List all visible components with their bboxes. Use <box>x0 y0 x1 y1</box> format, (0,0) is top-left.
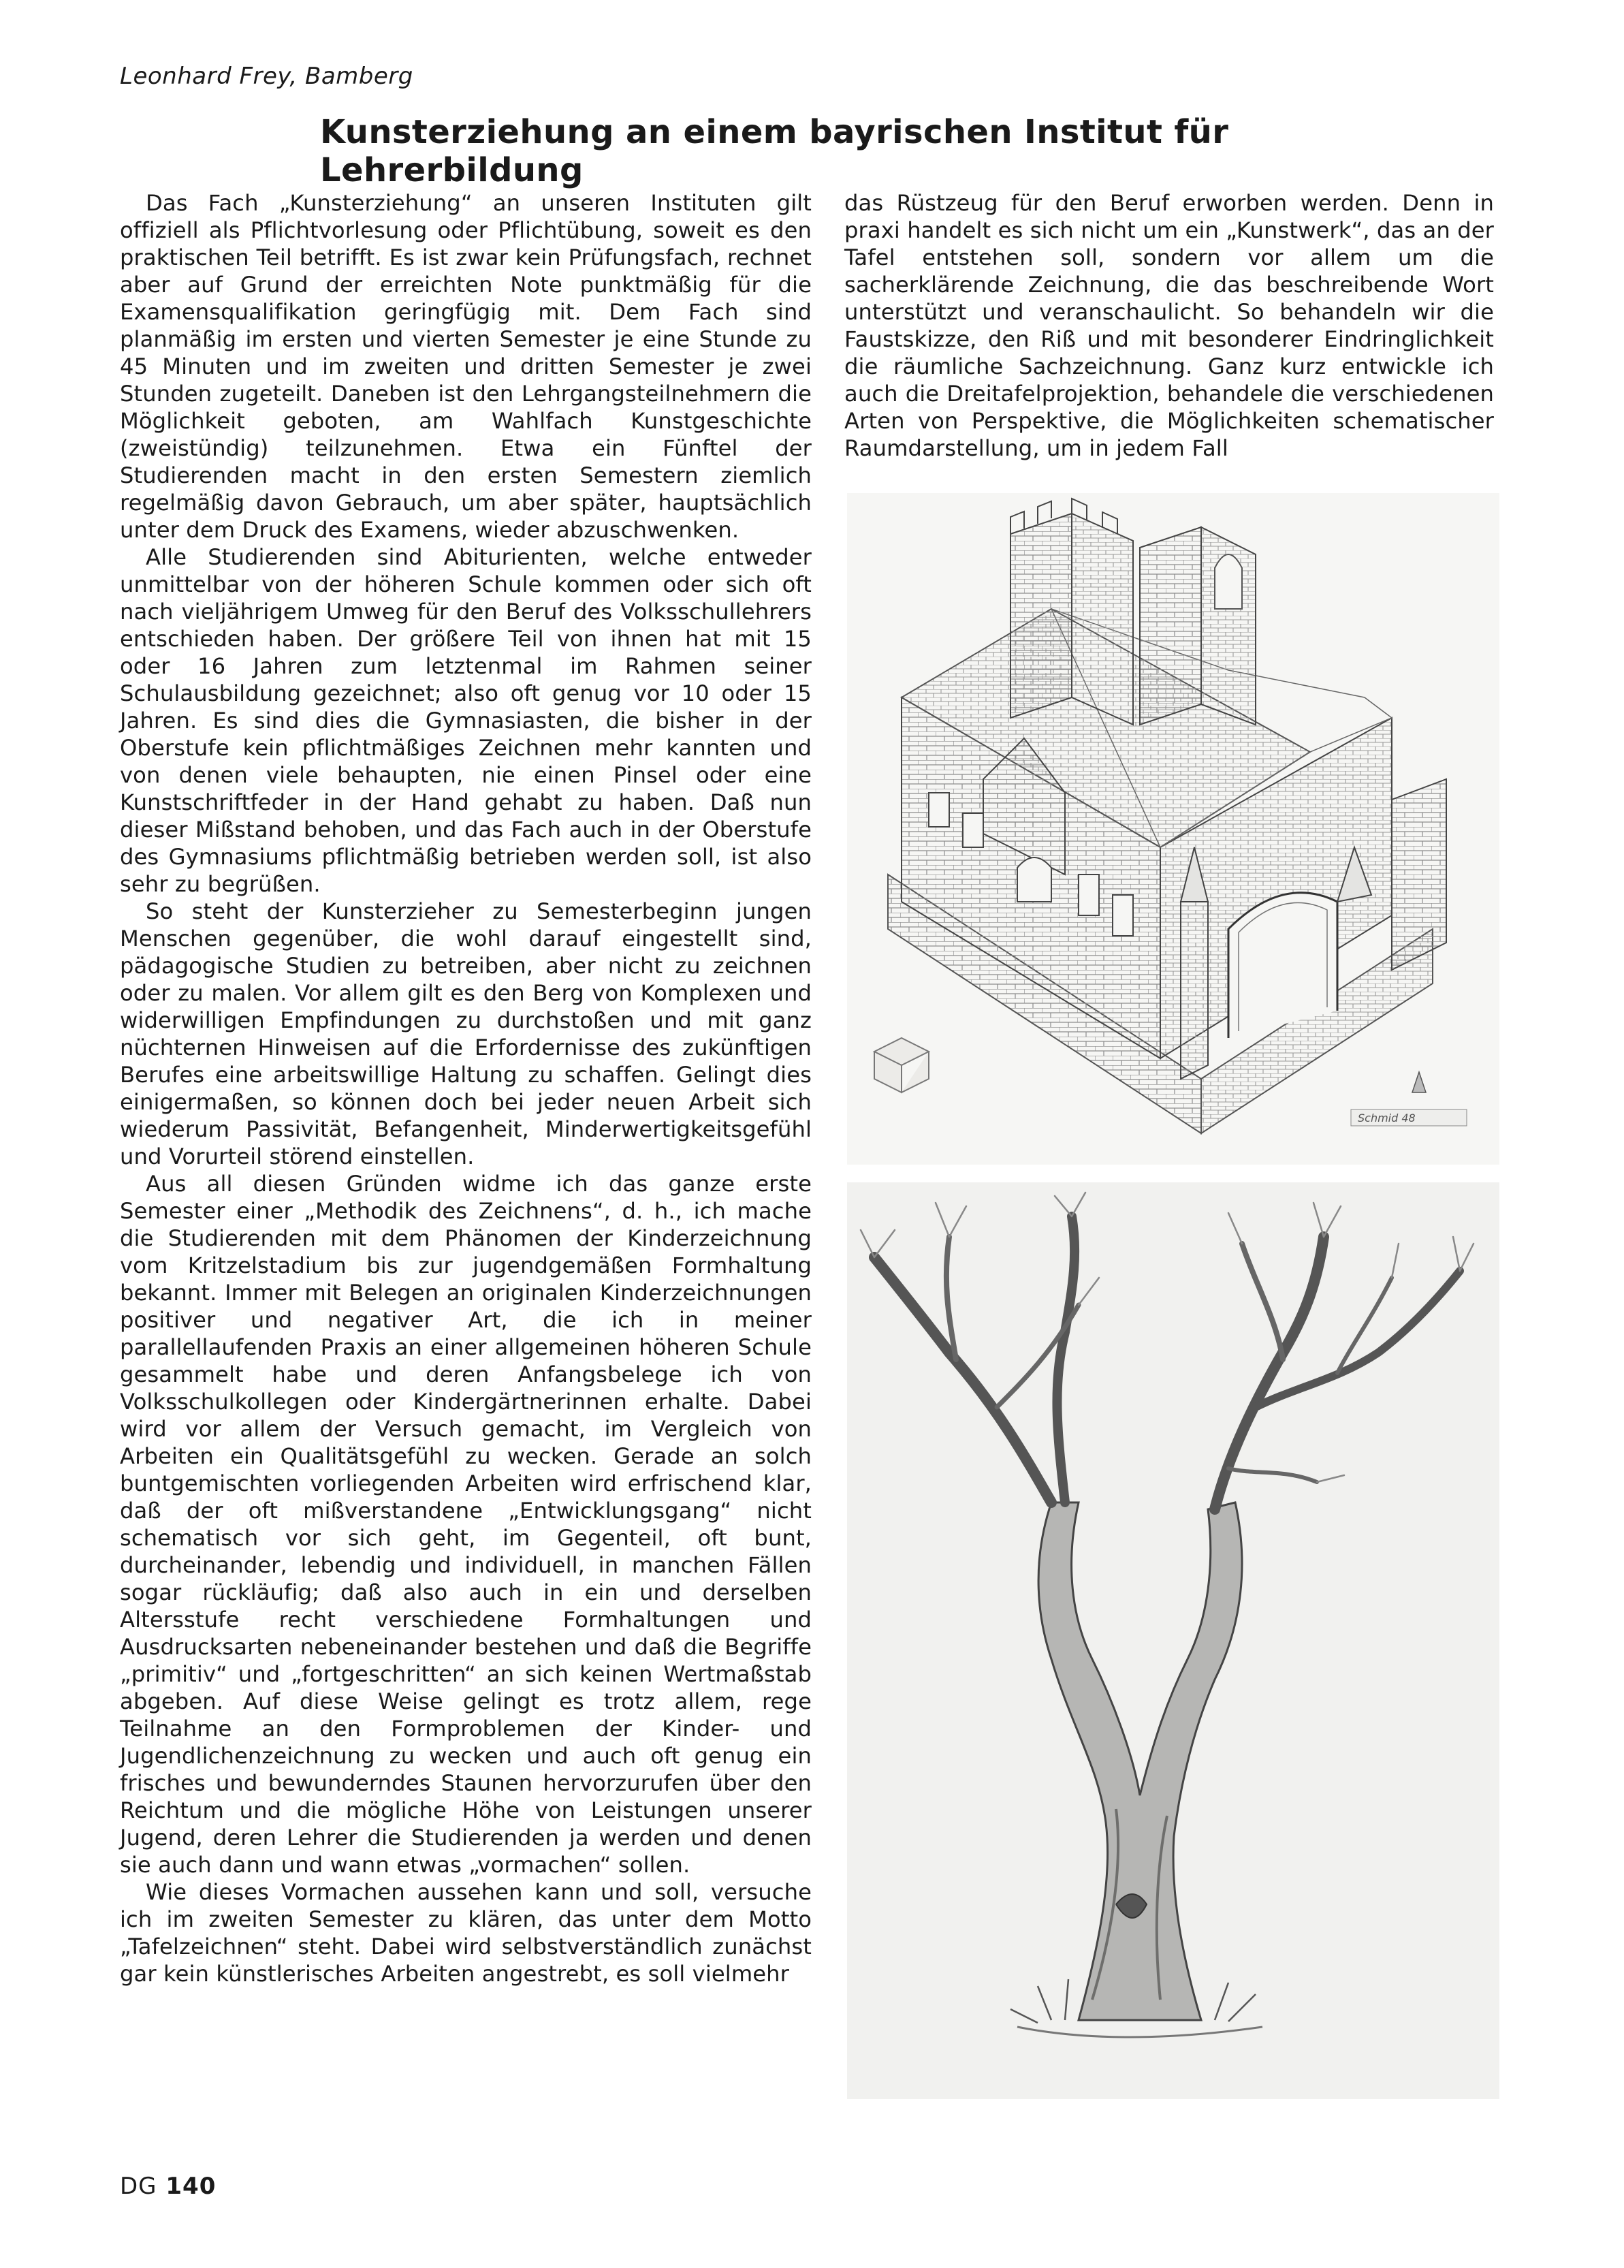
page-footer <box>120 2173 216 2200</box>
page-number: 140 <box>165 2173 217 2200</box>
right-text-column <box>844 189 1494 462</box>
paragraph: So steht der Kunsterzieher zu Semesterbeginn jungen Menschen gegenüber, die wohl darauf eingestellt sind, pädagogische Studien zu betreiben, aber nicht zu zeichnen oder zu malen. Vor allem gilt es den Berg von Komplexen und widerwilligen Empfindungen zu durchstoßen und mit ganz nüchternen Hinweisen auf die Erfordernisse des zukünftigen Berufes eine arbeitswillige Haltung zu schaffen. Gelingt dies einigermaßen, so können doch bei jeder neuen Arbeit sich wiederum Passivität, Befangenheit, Minderwertigkeitsgefühl und Vorurteil störend einstellen. <box>120 898 812 1169</box>
author-line: Leonhard Frey, Bamberg <box>120 63 413 90</box>
article-title: Kunsterziehung an einem bayrischen Institut für Lehrerbildung <box>320 113 1229 189</box>
drawing-signature: Schmid 48 <box>1358 1112 1416 1124</box>
tree-drawing <box>847 1182 1499 2099</box>
castle-drawing-figure <box>847 493 1499 1165</box>
paragraph: das Rüstzeug für den Beruf erworben werden. Denn in praxi handelt es sich nicht um ein „Kunstwerk“, das an der Tafel entstehen soll, sondern vor allem um die sacherklärende Zeichnung, die das beschreibende Wort unterstützt und veranschaulicht. So behandeln wir die Faustskizze, den Riß und mit besonderer Eindringlichkeit die räumliche Sachzeichnung. Ganz kurz entwickle ich auch die Dreitafelprojektion, behandele die verschiedenen Arten von Perspektive, die Möglichkeiten schematischer Raumdarstellung, um in jedem Fall <box>844 190 1494 461</box>
journal-abbreviation: DG <box>120 2173 157 2200</box>
tree-drawing-figure <box>847 1182 1499 2099</box>
paragraph: Alle Studierenden sind Abiturienten, welche entweder unmittelbar von der höheren Schule kommen oder sich oft nach vieljährigem Umweg für den Beruf des Volksschullehrers entschieden haben. Der größere Teil von ihnen hat mit 15 oder 16 Jahren zum letztenmal im Rahmen seiner Schulausbildung gezeichnet; also oft genug vor 10 oder 15 Jahren. Es sind dies die Gymnasiasten, die bisher in der Oberstufe kein pflichtmäßiges Zeichnen mehr kannten und von denen viele behaupten, nie einen Pinsel oder eine Kunstschriftfeder in der Hand gehabt zu haben. Daß nun dieser Mißstand behoben, und das Fach auch in der Oberstufe des Gymnasiums pflichtmäßig betrieben werden soll, ist also sehr zu begrüßen. <box>120 544 812 897</box>
paragraph: Das Fach „Kunsterziehung“ an unseren Instituten gilt offiziell als Pflichtvorlesung oder Pflichtübung, soweit es den praktischen Teil betrifft. Es ist zwar kein Prüfungsfach, rechnet aber auf Grund der erreichten Note punktmäßig für die Examensqualifikation geringfügig mit. Dem Fach sind planmäßig im ersten und vierten Semester je eine Stunde zu 45 Minuten und im zweiten und dritten Semester je zwei Stunden zugeteilt. Daneben ist den Lehrgangsteilnehmern die Möglichkeit geboten, am Wahlfach Kunstgeschichte (zweistündig) teilzunehmen. Etwa ein Fünftel der Studierenden macht in den ersten Semestern ziemlich regelmäßig davon Gebrauch, um aber später, hauptsächlich unter dem Druck des Examens, wieder abzuschwenken. <box>120 190 812 543</box>
castle-drawing <box>847 493 1499 1165</box>
left-text-column <box>120 189 812 1987</box>
paragraph: Aus all diesen Gründen widme ich das ganze erste Semester einer „Methodik des Zeichnens“, d. h., ich mache die Studierenden mit dem Phänomen der Kinderzeichnung vom Kritzelstadium bis zur jugendgemäßen Formhaltung bekannt. Immer mit Belegen an originalen Kinderzeichnungen positiver und negativer Art, die ich in meiner parallellaufenden Praxis an einer allgemeinen höheren Schule gesammelt habe und deren Anfangsbelege ich von Volksschulkollegen oder Kindergärtnerinnen erhalte. Dabei wird vor allem der Versuch gemacht, im Vergleich von Arbeiten ein Qualitätsgefühl zu wecken. Gerade an solch buntgemischten vorliegenden Arbeiten wird erfrischend klar, daß der oft mißverstandene „Entwicklungsgang“ nicht schematisch vor sich geht, im Gegenteil, oft bunt, durcheinander, lebendig und individuell, in manchen Fällen sogar rückläufig; daß also auch in ein und derselben Altersstufe recht verschiedene Formhaltungen und Ausdrucksarten nebeneinander bestehen und daß die Begriffe „primitiv“ und „fortgeschritten“ an sich keinen Wertmaßstab abgeben. Auf diese Weise gelingt es trotz allem, rege Teilnahme an den Formproblemen der Kinder- und Jugendlichenzeichnung zu wecken und auch oft genug ein frisches und bewunderndes Staunen hervorzurufen über den Reichtum und die mögliche Höhe von Leistungen unserer Jugend, deren Lehrer die Studierenden ja werden und denen sie auch dann und wann etwas „vormachen“ sollen. <box>120 1171 812 1878</box>
paragraph: Wie dieses Vormachen aussehen kann und soll, versuche ich im zweiten Semester zu klären, das unter dem Motto „Tafelzeichnen“ steht. Dabei wird selbstverständlich zunächst gar kein künstlerisches Arbeiten angestrebt, es soll vielmehr <box>120 1879 812 1987</box>
